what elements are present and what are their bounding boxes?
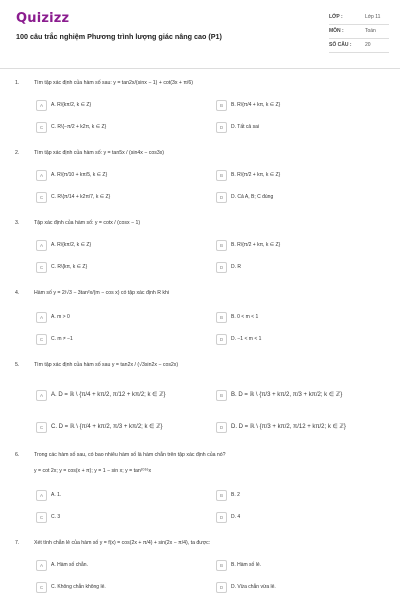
option-letter-box: D <box>216 512 227 523</box>
option-text: A. R\{kπ/2, k ∈ Z} <box>51 102 92 108</box>
meta-row-class <box>329 11 389 25</box>
option-d[interactable] <box>216 192 376 204</box>
option-letter-box: C <box>36 192 47 203</box>
option-letter-box: C <box>36 422 47 433</box>
worksheet-meta <box>329 11 389 53</box>
option-text: A. R\{kπ/2, k ∈ Z} <box>51 242 92 248</box>
meta-label: SỐ CÂU : <box>329 42 352 48</box>
question-number: 5. <box>15 362 20 368</box>
question-text: Tìm tập xác định của hàm số sau y = tan2x / (√3sin2x − cos2x) <box>34 362 179 368</box>
option-letter-box: B <box>216 170 227 181</box>
option-text: A. R\{π/10 + kπ/5, k ∈ Z} <box>51 172 108 178</box>
worksheet-header <box>0 0 400 69</box>
option-text: B. R\{π/2 + kπ, k ∈ Z} <box>231 172 281 178</box>
option-a[interactable] <box>36 240 196 252</box>
option-text: C. Không chẵn không lẻ. <box>51 584 106 590</box>
question-text: Tìm tập xác định của hàm số: y = tan5x / (sin4x − cos3x) <box>34 150 165 156</box>
option-text: B. Hàm số lẻ. <box>231 562 262 568</box>
option-b[interactable] <box>216 240 376 252</box>
question-text: Hàm số y = 2/√3 − 3tan²x/(m − cos x) có tập xác định R khi <box>34 290 170 296</box>
option-c[interactable] <box>36 334 196 346</box>
option-letter-box: D <box>216 262 227 273</box>
option-letter-box: A <box>36 100 47 111</box>
option-text: C. 3 <box>51 514 61 520</box>
question-number: 3. <box>15 220 20 226</box>
option-d[interactable] <box>216 334 376 346</box>
option-d[interactable] <box>216 582 376 594</box>
question-subtext: y = cot 2x; y = cos(x + π); y = 1 − sin x; y = tan²⁰¹⁶x <box>34 468 152 474</box>
meta-value: Toán <box>365 28 376 34</box>
option-text: B. R\{π/4 + kπ, k ∈ Z} <box>231 102 281 108</box>
option-text: A. Hàm số chẵn. <box>51 562 88 568</box>
option-text: D. Cả A, B; C đúng <box>231 194 274 200</box>
worksheet-title: 100 câu trắc nghiệm Phương trình lượng giác nâng cao (P1) <box>16 32 222 41</box>
option-text: D. Vừa chẵn vừa lẻ. <box>231 584 276 590</box>
option-letter-box: C <box>36 512 47 523</box>
option-c[interactable] <box>36 422 196 434</box>
question-number: 1. <box>15 80 20 86</box>
option-text: B. 2 <box>231 492 240 498</box>
option-a[interactable] <box>36 390 196 402</box>
option-letter-box: C <box>36 262 47 273</box>
option-d[interactable] <box>216 422 376 434</box>
option-text: D. R <box>231 264 241 270</box>
question-number: 7. <box>15 540 20 546</box>
option-text: C. m ≠ −1 <box>51 336 73 342</box>
option-a[interactable] <box>36 490 196 502</box>
option-text: C. R\{−π/2 + k2π, k ∈ Z} <box>51 124 107 130</box>
option-letter-box: B <box>216 560 227 571</box>
option-c[interactable] <box>36 262 196 274</box>
option-c[interactable] <box>36 512 196 524</box>
question-number: 6. <box>15 452 20 458</box>
option-text: D. 4 <box>231 514 241 520</box>
option-text: C. D = ℝ \ {π/4 + kπ/2, π/3 + kπ/2; k ∈ ℤ} <box>51 424 163 430</box>
meta-label: LỚP : <box>329 14 343 20</box>
option-letter-box: D <box>216 422 227 433</box>
option-text: B. R\{π/2 + kπ, k ∈ Z} <box>231 242 281 248</box>
option-letter-box: B <box>216 312 227 323</box>
option-b[interactable] <box>216 312 376 324</box>
option-d[interactable] <box>216 512 376 524</box>
option-b[interactable] <box>216 390 376 402</box>
option-a[interactable] <box>36 312 196 324</box>
option-b[interactable] <box>216 560 376 572</box>
question-text: Tập xác định của hàm số: y = cotx / (cosx − 1) <box>34 220 141 226</box>
option-letter-box: B <box>216 240 227 251</box>
question-text: Trong các hàm số sau, có bao nhiêu hàm số là hàm chẵn trên tập xác định của nó? <box>34 452 226 458</box>
option-letter-box: A <box>36 312 47 323</box>
question-number: 2. <box>15 150 20 156</box>
option-text: A. 1. <box>51 492 62 498</box>
meta-value: Lớp 11 <box>365 14 381 20</box>
option-d[interactable] <box>216 262 376 274</box>
option-text: A. m > 0 <box>51 314 70 320</box>
option-a[interactable] <box>36 560 196 572</box>
option-letter-box: A <box>36 240 47 251</box>
option-letter-box: B <box>216 490 227 501</box>
option-text: D. Tất cả sai <box>231 124 259 130</box>
option-letter-box: A <box>36 560 47 571</box>
quizizz-logo: Quizizz <box>16 11 70 26</box>
option-letter-box: B <box>216 100 227 111</box>
option-a[interactable] <box>36 170 196 182</box>
option-text: B. 0 < m < 1 <box>231 314 259 320</box>
option-letter-box: A <box>36 170 47 181</box>
option-letter-box: C <box>36 334 47 345</box>
option-b[interactable] <box>216 100 376 112</box>
option-letter-box: D <box>216 582 227 593</box>
option-d[interactable] <box>216 122 376 134</box>
option-text: A. D = ℝ \ {π/4 + kπ/2, π/12 + kπ/2; k ∈ ℤ} <box>51 392 166 398</box>
option-letter-box: A <box>36 390 47 401</box>
meta-value: 20 <box>365 42 371 48</box>
question-number: 4. <box>15 290 20 296</box>
meta-row-subject <box>329 25 389 39</box>
meta-label: MÔN : <box>329 28 344 34</box>
option-letter-box: C <box>36 582 47 593</box>
option-a[interactable] <box>36 100 196 112</box>
option-letter-box: D <box>216 192 227 203</box>
meta-row-question-count <box>329 39 389 53</box>
option-text: D. D = ℝ \ {π/3 + kπ/2, π/12 + kπ/2; k ∈ ℤ} <box>231 424 346 430</box>
question-text: Xét tính chẵn lẻ của hàm số y = f(x) = cos(2x + π/4) + sin(2x − π/4), ta được: <box>34 540 211 546</box>
option-letter-box: C <box>36 122 47 133</box>
option-letter-box: D <box>216 334 227 345</box>
option-letter-box: A <box>36 490 47 501</box>
option-b[interactable] <box>216 170 376 182</box>
option-c[interactable] <box>36 192 196 204</box>
option-letter-box: D <box>216 122 227 133</box>
question-text: Tìm tập xác định của hàm số sau: y = tan2x/(sinx − 1) + cot(3x + π/6) <box>34 80 193 86</box>
option-text: C. R\{kπ, k ∈ Z} <box>51 264 88 270</box>
option-letter-box: B <box>216 390 227 401</box>
option-text: C. R\{π/14 + k2π/7, k ∈ Z} <box>51 194 111 200</box>
option-text: B. D = ℝ \ {π/3 + kπ/2, π/3 + kπ/2; k ∈ ℤ} <box>231 392 343 398</box>
option-b[interactable] <box>216 490 376 502</box>
option-c[interactable] <box>36 582 196 594</box>
option-c[interactable] <box>36 122 196 134</box>
option-text: D. −1 < m < 1 <box>231 336 262 342</box>
